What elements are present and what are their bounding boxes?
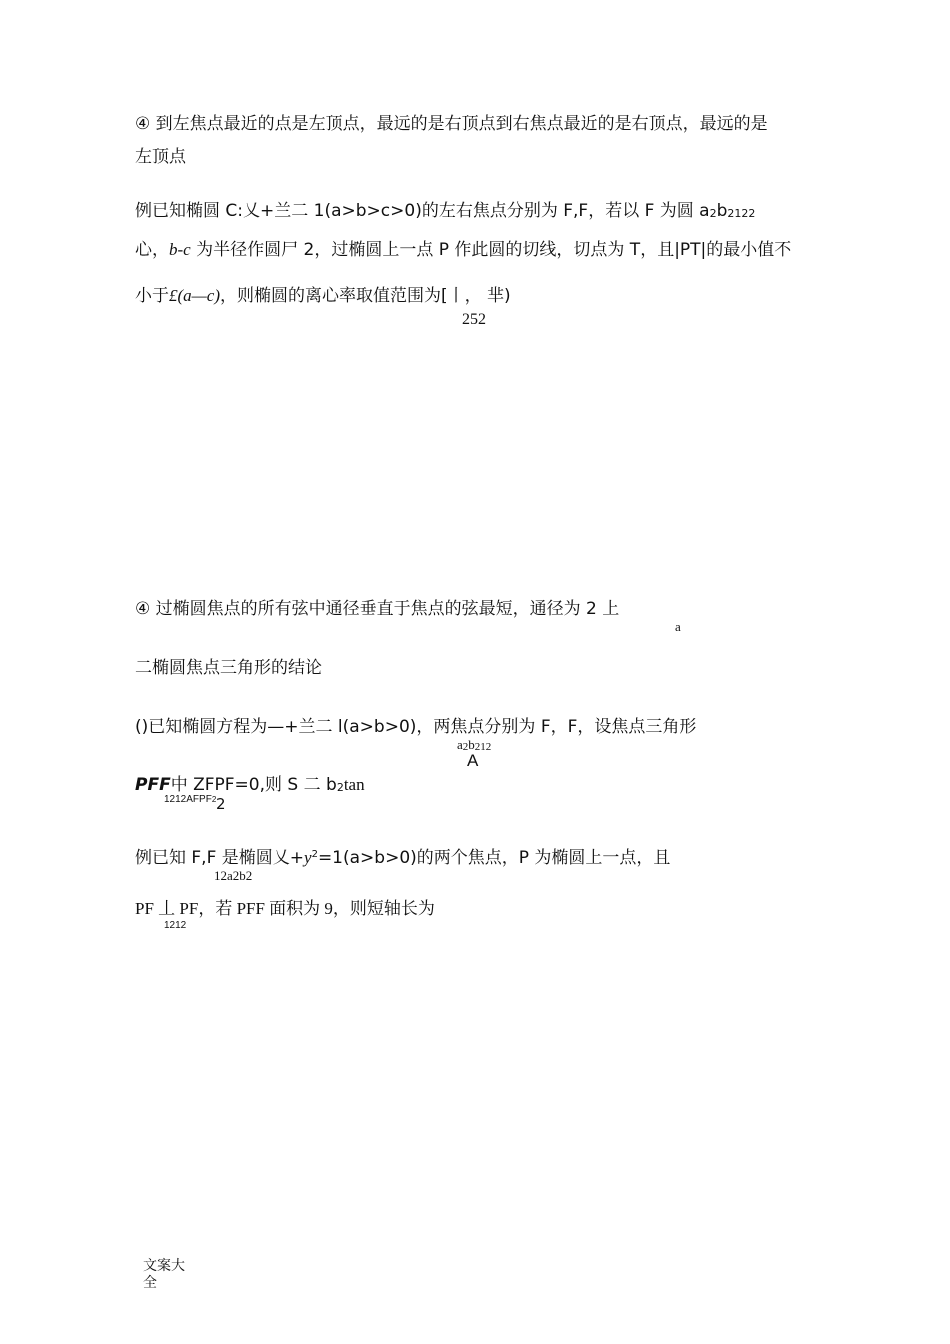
example2-line1-a: 例已知 F,F 是椭圆乂+ [135, 848, 305, 868]
example2-line2-subscripts: 1212 [164, 920, 187, 931]
example1-line2-b: 为半径作圆尸 2，过椭圆上一点 P 作此圆的切线，切点为 T，且|PT|的最小值不 [190, 240, 792, 260]
result-subs-a: 1212AF [164, 794, 200, 805]
example1-line2-a: 心， [135, 240, 169, 260]
example1-sub-1: 2 [709, 207, 717, 220]
section-title-focal-triangle: 二椭圆焦点三角形的结论 [135, 658, 322, 678]
footer-label: 文案大全 [143, 1258, 185, 1291]
result-den-b: b [468, 737, 475, 752]
result-line-1: ()已知椭圆方程为—+兰二 l(a>b>0)，两焦点分别为 F，F，设焦点三角形 [135, 717, 697, 737]
example1-min-expr: £(a—c) [169, 286, 220, 305]
example1-line-3 [135, 285, 511, 307]
example1-line3-a: 小于 [135, 286, 169, 306]
result-den-a: a [457, 737, 463, 752]
result-line2-subscripts [164, 794, 216, 805]
example1-text-b: b [716, 201, 728, 221]
result-line2-trail: 2 [216, 795, 226, 813]
focus-vertex-line-2: 左顶点 [135, 147, 186, 167]
result-mark-a: A [467, 751, 479, 770]
example1-fraction-denominators: 252 [462, 311, 486, 328]
example2-line-1 [135, 844, 670, 869]
result-line2-sub: 2 [336, 781, 344, 794]
focus-vertex-line-1: ④ 到左焦点最近的点是左顶点，最远的是右顶点到右焦点最近的是右顶点，最远的是 [135, 114, 768, 134]
example1-line-1 [135, 200, 755, 225]
example1-line-2 [135, 239, 791, 261]
result-den-a-sub: 2 [462, 741, 469, 753]
latus-rectum-line: ④ 过椭圆焦点的所有弦中通径垂直于焦点的弦最短，通径为 2 上 [135, 599, 620, 619]
result-den-b-sub: 212 [474, 741, 492, 753]
example1-line3-b: ，则椭圆的离心率取值范围为[丨， 芈) [219, 286, 511, 306]
example2-subscripts: 12a2b2 [214, 868, 253, 883]
result-line2-tan: tan [343, 775, 365, 794]
example2-line-2: PF 丄 PF，若 PFF 面积为 9，则短轴长为 [135, 899, 435, 918]
example2-y-var: y [304, 848, 312, 867]
triangle-label: PFF [135, 775, 171, 795]
latus-rectum-denominator: a [675, 619, 681, 634]
result-subs-c: 2 [211, 795, 217, 804]
example2-line1-b: =1(a>b>0)的两个焦点，P 为椭圆上一点，且 [317, 848, 671, 868]
example1-radius-var: b-c [169, 240, 191, 259]
result-line2-b: 中 ZFPF=0,则 S 二 b [170, 775, 337, 795]
example1-text-a: 例已知椭圆 C:乂+兰二 1(a>b>c>0)的左右焦点分别为 F,F，若以 F 为圆 a [135, 201, 710, 221]
result-subs-b: PF [199, 794, 212, 805]
example2-y-exp: 2 [311, 849, 318, 860]
example1-sub-2: 2122 [727, 207, 756, 220]
